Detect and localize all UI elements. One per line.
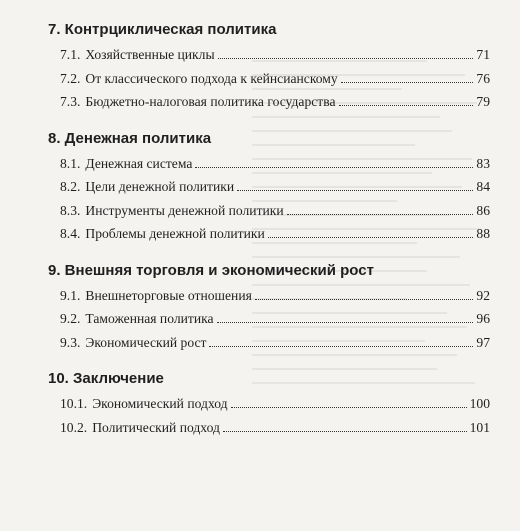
toc-entry xyxy=(60,419,490,437)
entry-number: 9.1. xyxy=(60,287,81,303)
dot-leader xyxy=(209,346,473,347)
dot-leader xyxy=(237,190,473,191)
entry-page: 86 xyxy=(476,202,490,218)
entry-number: 7.1. xyxy=(60,47,81,62)
section-title: 8. Денежная политика xyxy=(48,129,212,147)
toc-entry xyxy=(60,93,490,111)
toc-entry xyxy=(60,46,490,64)
entry-number: 8.3. xyxy=(60,202,81,218)
toc-entry xyxy=(60,310,490,328)
entry-title: Денежная система xyxy=(85,155,193,171)
entry-page: 97 xyxy=(476,334,490,350)
entry-title: Экономический подход xyxy=(92,396,228,411)
entry-number: 9.3. xyxy=(60,334,81,350)
dot-leader xyxy=(195,167,473,168)
toc-entry xyxy=(60,334,490,352)
entry-title: Инструменты денежной политики xyxy=(85,202,284,218)
entry-page: 100 xyxy=(469,396,490,411)
section-title: 10. Заключение xyxy=(48,370,164,387)
section-title: 7. Контрциклическая политика xyxy=(48,21,277,38)
entry-title: Цели денежной политики xyxy=(85,179,235,194)
entry-title: Экономический рост xyxy=(85,334,207,350)
toc-entry xyxy=(60,395,490,413)
dot-leader xyxy=(231,407,467,408)
dot-leader xyxy=(255,299,474,300)
entry-number: 8.1. xyxy=(60,155,81,171)
dot-leader xyxy=(218,58,474,59)
toc-section-9 xyxy=(48,261,490,352)
toc-section-7 xyxy=(48,20,490,111)
entry-title: Бюджетно-налоговая политика государства xyxy=(85,94,336,109)
entry-title: Таможенная политика xyxy=(85,311,214,326)
dot-leader xyxy=(339,105,474,106)
entry-number: 7.2. xyxy=(60,70,81,86)
entry-number: 7.3. xyxy=(60,94,81,109)
toc-entry xyxy=(60,178,490,196)
section-title: 9. Внешняя торговля и экономический рост xyxy=(48,261,374,279)
toc-entry xyxy=(60,202,490,220)
entry-page: 101 xyxy=(469,419,490,435)
entry-number: 10.2. xyxy=(60,419,88,435)
dot-leader xyxy=(217,322,474,323)
entry-title: Хозяйственные циклы xyxy=(85,47,215,62)
dot-leader xyxy=(268,237,474,238)
table-of-contents xyxy=(48,20,490,442)
entry-page: 96 xyxy=(476,311,490,326)
entry-title: Политический подход xyxy=(92,419,220,435)
entry-page: 83 xyxy=(476,155,490,171)
entry-title: Проблемы денежной политики xyxy=(85,226,265,241)
entry-page: 79 xyxy=(476,94,490,109)
entry-page: 76 xyxy=(476,70,490,86)
entry-title: От классического подхода к кейнсианскому xyxy=(85,70,338,86)
entry-number: 10.1. xyxy=(60,396,88,411)
entry-page: 92 xyxy=(476,287,490,303)
entry-page: 71 xyxy=(476,47,490,62)
dot-leader xyxy=(287,214,474,215)
toc-entry xyxy=(60,155,490,173)
dot-leader xyxy=(341,82,474,83)
toc-entry xyxy=(60,225,490,243)
toc-entry xyxy=(60,287,490,305)
entry-number: 8.4. xyxy=(60,226,81,241)
dot-leader xyxy=(223,431,467,432)
entry-page: 84 xyxy=(476,179,490,194)
entry-number: 9.2. xyxy=(60,311,81,326)
entry-page: 88 xyxy=(476,226,490,241)
toc-entry xyxy=(60,70,490,88)
entry-number: 8.2. xyxy=(60,179,81,194)
toc-section-10 xyxy=(48,369,490,437)
entry-title: Внешнеторговые отношения xyxy=(85,287,252,303)
toc-section-8 xyxy=(48,129,490,244)
